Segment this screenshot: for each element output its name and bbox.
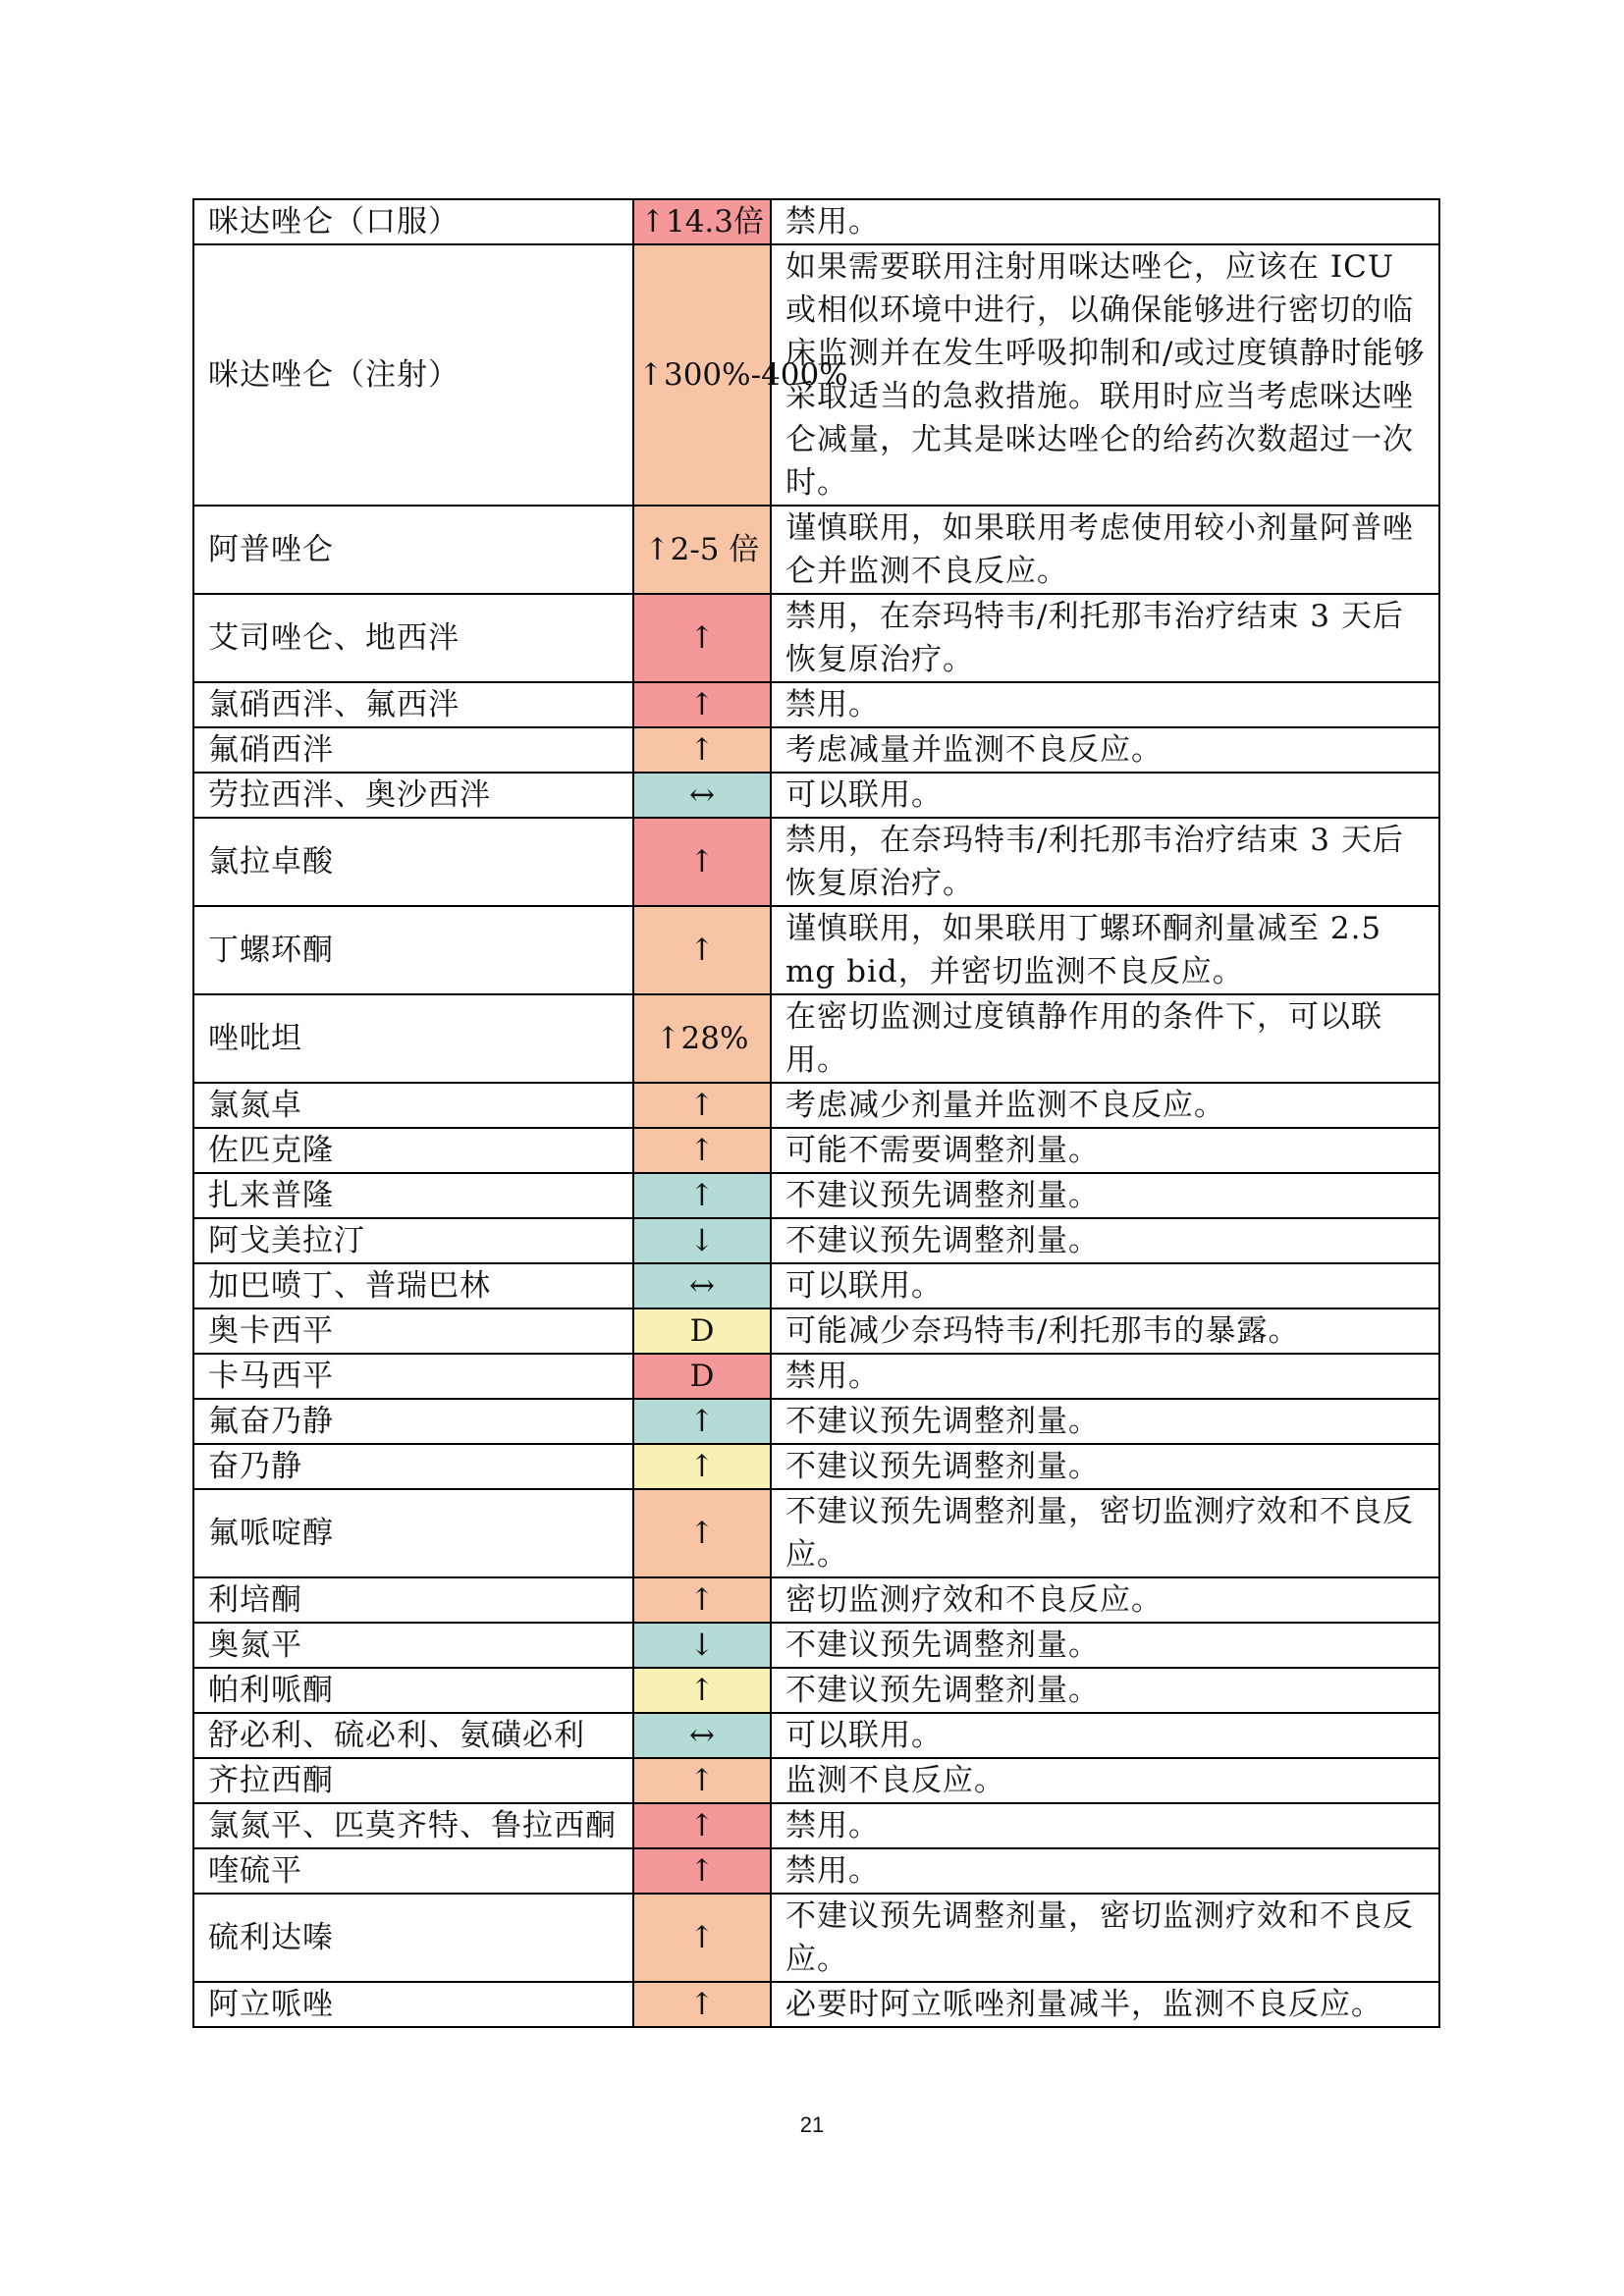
advice-cell: 不建议预先调整剂量，密切监测疗效和不良反应。 bbox=[771, 1894, 1439, 1982]
table-row bbox=[193, 1263, 1439, 1308]
effect-cell: ↑ bbox=[633, 1173, 771, 1218]
effect-cell: ↑ bbox=[633, 1399, 771, 1444]
effect-cell: ↑ bbox=[633, 1577, 771, 1623]
table-row bbox=[193, 906, 1439, 994]
drug-name-cell: 氯氮卓 bbox=[193, 1083, 633, 1128]
effect-cell: ↑ bbox=[633, 682, 771, 727]
table-row bbox=[193, 1173, 1439, 1218]
drug-name-cell: 奥氮平 bbox=[193, 1623, 633, 1668]
advice-cell: 不建议预先调整剂量。 bbox=[771, 1623, 1439, 1668]
advice-cell: 不建议预先调整剂量。 bbox=[771, 1218, 1439, 1263]
advice-cell: 可以联用。 bbox=[771, 1263, 1439, 1308]
table-row bbox=[193, 1668, 1439, 1713]
advice-cell: 可能减少奈玛特韦/利托那韦的暴露。 bbox=[771, 1308, 1439, 1354]
drug-name-cell: 氯硝西泮、氟西泮 bbox=[193, 682, 633, 727]
advice-cell: 不建议预先调整剂量。 bbox=[771, 1668, 1439, 1713]
drug-name-cell: 利培酮 bbox=[193, 1577, 633, 1623]
effect-cell: ↑ bbox=[633, 1758, 771, 1803]
effect-cell: ↑300%-400% bbox=[633, 244, 771, 506]
effect-cell: ↔ bbox=[633, 1713, 771, 1758]
table-row bbox=[193, 1308, 1439, 1354]
advice-cell: 监测不良反应。 bbox=[771, 1758, 1439, 1803]
effect-cell: ↑ bbox=[633, 1894, 771, 1982]
table-row bbox=[193, 199, 1439, 244]
advice-cell: 如果需要联用注射用咪达唑仑，应该在 ICU 或相似环境中进行，以确保能够进行密切的临床监测并在发生呼吸抑制和/或过度镇静时能够采取适当的急救措施。联用时应当考虑咪达唑仑减量，尤其是咪达唑仑的给药次数超过一次时。 bbox=[771, 244, 1439, 506]
effect-cell: ↑2-5 倍 bbox=[633, 506, 771, 594]
effect-cell: ↑ bbox=[633, 1982, 771, 2027]
effect-cell: D bbox=[633, 1354, 771, 1399]
table-row bbox=[193, 1444, 1439, 1489]
advice-cell: 可能不需要调整剂量。 bbox=[771, 1128, 1439, 1173]
effect-cell: ↔ bbox=[633, 773, 771, 818]
table-row bbox=[193, 818, 1439, 906]
table-row bbox=[193, 1982, 1439, 2027]
effect-cell: ↑ bbox=[633, 906, 771, 994]
table-row bbox=[193, 1577, 1439, 1623]
advice-cell: 不建议预先调整剂量。 bbox=[771, 1173, 1439, 1218]
drug-name-cell: 硫利达嗪 bbox=[193, 1894, 633, 1982]
drug-name-cell: 咪达唑仑（口服） bbox=[193, 199, 633, 244]
advice-cell: 不建议预先调整剂量。 bbox=[771, 1399, 1439, 1444]
effect-cell: ↑28% bbox=[633, 994, 771, 1083]
effect-cell: ↑ bbox=[633, 1489, 771, 1577]
table-row bbox=[193, 1894, 1439, 1982]
advice-cell: 谨慎联用，如果联用考虑使用较小剂量阿普唑仑并监测不良反应。 bbox=[771, 506, 1439, 594]
effect-cell: ↑ bbox=[633, 1803, 771, 1848]
effect-cell: D bbox=[633, 1308, 771, 1354]
effect-cell: ↑ bbox=[633, 1848, 771, 1894]
table-row bbox=[193, 773, 1439, 818]
table-body bbox=[193, 199, 1439, 2027]
effect-cell: ↔ bbox=[633, 1263, 771, 1308]
effect-cell: ↑ bbox=[633, 1128, 771, 1173]
table-row bbox=[193, 244, 1439, 506]
drug-name-cell: 咪达唑仑（注射） bbox=[193, 244, 633, 506]
drug-name-cell: 奋乃静 bbox=[193, 1444, 633, 1489]
effect-cell: ↑ bbox=[633, 1444, 771, 1489]
effect-cell: ↓ bbox=[633, 1218, 771, 1263]
advice-cell: 禁用。 bbox=[771, 1354, 1439, 1399]
drug-name-cell: 扎来普隆 bbox=[193, 1173, 633, 1218]
advice-cell: 考虑减量并监测不良反应。 bbox=[771, 727, 1439, 773]
drug-name-cell: 氯拉卓酸 bbox=[193, 818, 633, 906]
advice-cell: 在密切监测过度镇静作用的条件下，可以联用。 bbox=[771, 994, 1439, 1083]
table-row bbox=[193, 506, 1439, 594]
table-row bbox=[193, 1399, 1439, 1444]
drug-name-cell: 加巴喷丁、普瑞巴林 bbox=[193, 1263, 633, 1308]
table-row bbox=[193, 1128, 1439, 1173]
table-row bbox=[193, 1713, 1439, 1758]
table-row bbox=[193, 682, 1439, 727]
drug-name-cell: 艾司唑仑、地西泮 bbox=[193, 594, 633, 682]
effect-cell: ↑ bbox=[633, 594, 771, 682]
advice-cell: 必要时阿立哌唑剂量减半，监测不良反应。 bbox=[771, 1982, 1439, 2027]
effect-cell: ↑ bbox=[633, 727, 771, 773]
page-number: 21 bbox=[799, 2112, 825, 2137]
table-row bbox=[193, 1848, 1439, 1894]
effect-cell: ↓ bbox=[633, 1623, 771, 1668]
advice-cell: 可以联用。 bbox=[771, 773, 1439, 818]
drug-name-cell: 佐匹克隆 bbox=[193, 1128, 633, 1173]
advice-cell: 考虑减少剂量并监测不良反应。 bbox=[771, 1083, 1439, 1128]
drug-name-cell: 氟哌啶醇 bbox=[193, 1489, 633, 1577]
drug-name-cell: 舒必利、硫必利、氨磺必利 bbox=[193, 1713, 633, 1758]
effect-cell: ↑14.3倍 bbox=[633, 199, 771, 244]
drug-name-cell: 氟奋乃静 bbox=[193, 1399, 633, 1444]
advice-cell: 禁用。 bbox=[771, 1848, 1439, 1894]
drug-name-cell: 阿戈美拉汀 bbox=[193, 1218, 633, 1263]
table-row bbox=[193, 1354, 1439, 1399]
table-row bbox=[193, 1489, 1439, 1577]
table-row bbox=[193, 1218, 1439, 1263]
drug-name-cell: 氟硝西泮 bbox=[193, 727, 633, 773]
advice-cell: 禁用。 bbox=[771, 682, 1439, 727]
table-row bbox=[193, 727, 1439, 773]
table-row bbox=[193, 1803, 1439, 1848]
effect-cell: ↑ bbox=[633, 1668, 771, 1713]
drug-name-cell: 奥卡西平 bbox=[193, 1308, 633, 1354]
drug-name-cell: 帕利哌酮 bbox=[193, 1668, 633, 1713]
drug-name-cell: 劳拉西泮、奥沙西泮 bbox=[193, 773, 633, 818]
drug-name-cell: 丁螺环酮 bbox=[193, 906, 633, 994]
drug-name-cell: 阿立哌唑 bbox=[193, 1982, 633, 2027]
advice-cell: 可以联用。 bbox=[771, 1713, 1439, 1758]
drug-name-cell: 卡马西平 bbox=[193, 1354, 633, 1399]
drug-name-cell: 阿普唑仑 bbox=[193, 506, 633, 594]
advice-cell: 不建议预先调整剂量。 bbox=[771, 1444, 1439, 1489]
advice-cell: 禁用，在奈玛特韦/利托那韦治疗结束 3 天后恢复原治疗。 bbox=[771, 818, 1439, 906]
drug-name-cell: 唑吡坦 bbox=[193, 994, 633, 1083]
drug-interaction-table bbox=[192, 198, 1440, 2028]
advice-cell: 禁用。 bbox=[771, 199, 1439, 244]
table-row bbox=[193, 1623, 1439, 1668]
drug-name-cell: 齐拉西酮 bbox=[193, 1758, 633, 1803]
table-row bbox=[193, 1758, 1439, 1803]
advice-cell: 密切监测疗效和不良反应。 bbox=[771, 1577, 1439, 1623]
advice-cell: 谨慎联用，如果联用丁螺环酮剂量减至 2.5 mg bid，并密切监测不良反应。 bbox=[771, 906, 1439, 994]
table-row bbox=[193, 1083, 1439, 1128]
table-row bbox=[193, 594, 1439, 682]
drug-name-cell: 氯氮平、匹莫齐特、鲁拉西酮 bbox=[193, 1803, 633, 1848]
advice-cell: 禁用。 bbox=[771, 1803, 1439, 1848]
table-row bbox=[193, 994, 1439, 1083]
advice-cell: 禁用，在奈玛特韦/利托那韦治疗结束 3 天后恢复原治疗。 bbox=[771, 594, 1439, 682]
effect-cell: ↑ bbox=[633, 818, 771, 906]
advice-cell: 不建议预先调整剂量，密切监测疗效和不良反应。 bbox=[771, 1489, 1439, 1577]
effect-cell: ↑ bbox=[633, 1083, 771, 1128]
drug-name-cell: 喹硫平 bbox=[193, 1848, 633, 1894]
